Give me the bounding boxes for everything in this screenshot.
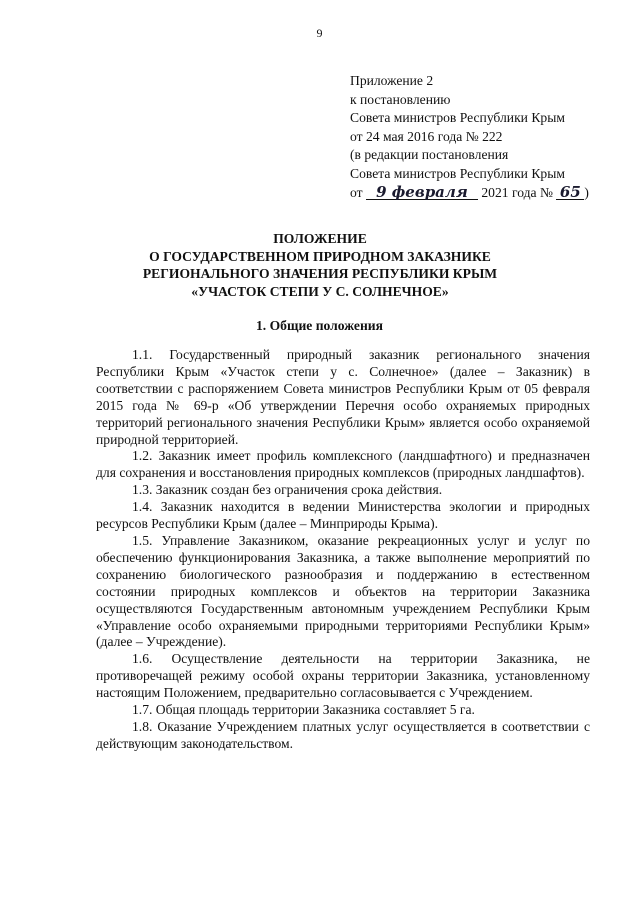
handwritten-date: 9 февраля [366,185,478,200]
appendix-block [350,72,589,202]
date-middle: 2021 года № [481,184,553,200]
page-number: 9 [316,26,323,40]
paragraph: 1.1. Государственный природный заказник регионального значения Республики Крым «Участок степи у с. Солнечное» (далее – Заказник) в соответствии с распоряжением Совета министров Республики Крым от 05 февраля 2015 года № 69-р «Об утверждении Перечня особо охраняемых природных территорий регионального значения Республики Крым» является особо охраняемой природной территорией. [96,347,590,447]
document-body [96,347,590,753]
title-line: О ГОСУДАРСТВЕННОМ ПРИРОДНОМ ЗАКАЗНИКЕ [149,248,491,264]
paragraph: 1.5. Управление Заказником, оказание рекреационных услуг и услуг по обеспечению функционирования Заказника, а также выполнение мероприятий по сохранению биологического разнообразия и поддержанию в естественном состоянии природных комплексов и объектов на территории Заказника осуществляются Государственным автономным учреждением Республики Крым «Управление особо охраняемыми природными территориями Республики Крым» (далее – Учреждение). [96,532,590,650]
section-heading: 1. Общие положения [256,318,383,333]
appendix-line: Приложение 2 [350,73,434,88]
paragraph: 1.2. Заказник имеет профиль комплексного (ландшафтного) и предназначен для сохранения и восстановления природных комплексов (природных ландшафтов). [96,448,590,481]
title-line: РЕГИОНАЛЬНОГО ЗНАЧЕНИЯ РЕСПУБЛИКИ КРЫМ [142,266,498,281]
handwritten-number: 65 [556,185,584,200]
paragraph: 1.7. Общая площадь территории Заказника составляет 5 га. [132,702,475,718]
appendix-line: (в редакции постановления [350,147,509,163]
appendix-line: от 24 мая 2016 года № 222 [350,128,503,144]
appendix-date-line [350,184,589,203]
date-suffix: ) [584,184,589,200]
appendix-line: Совета министров Республики Крым [350,110,565,126]
date-prefix: от [350,184,363,200]
document-title [100,230,540,300]
paragraph: 1.8. Оказание Учреждением платных услуг осуществляется в соответствии с действующим законодательством. [96,718,590,751]
paragraph: 1.6. Осуществление деятельности на территории Заказника, не противоречащей режиму особой охраны территории Заказника, установленному настоящим Положением, предварительно согласовывается с Учреждением. [96,651,590,701]
paragraph: 1.3. Заказник создан без ограничения срока действия. [132,482,443,498]
appendix-line: Совета министров Республики Крым [350,165,565,181]
appendix-line: к постановлению [350,91,451,107]
title-line: ПОЛОЖЕНИЕ [273,231,367,246]
paragraph: 1.4. Заказник находится в ведении Министерства экологии и природных ресурсов Республики Крым (далее – Минприроды Крыма). [96,499,590,532]
title-line: «УЧАСТОК СТЕПИ У С. СОЛНЕЧНОЕ» [191,283,449,299]
